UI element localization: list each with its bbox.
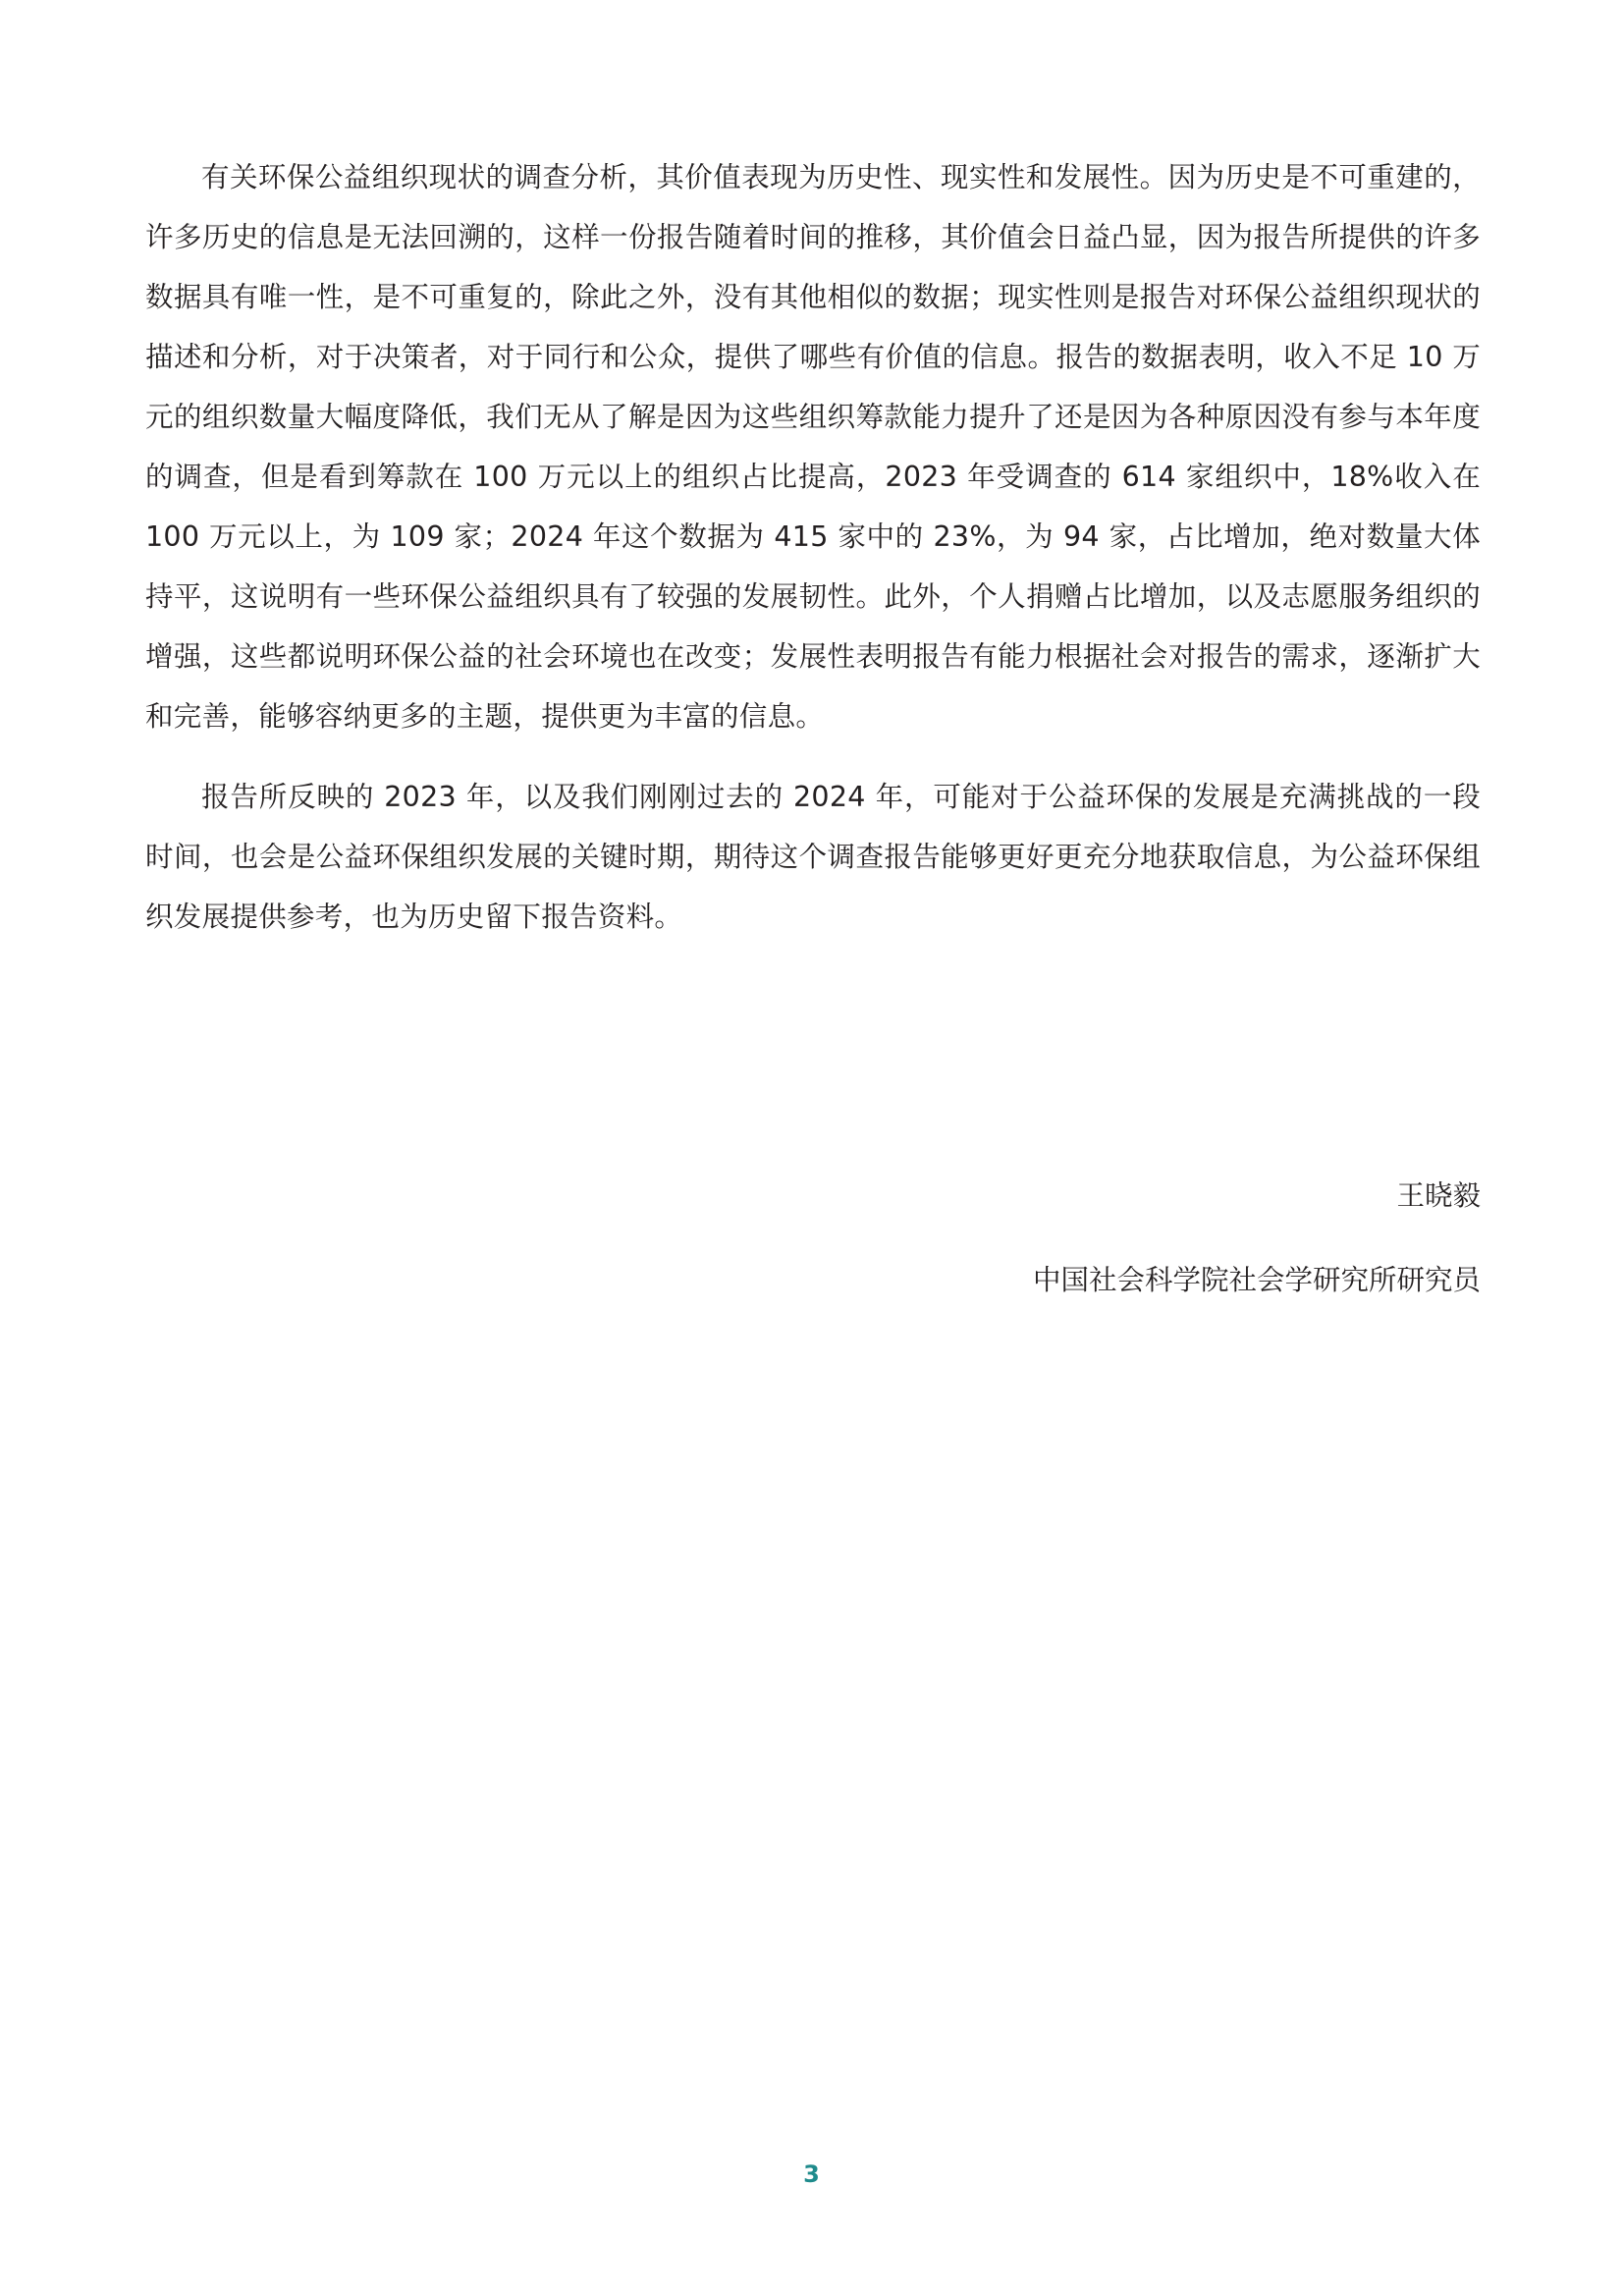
paragraph-1: 有关环保公益组织现状的调查分析，其价值表现为历史性、现实性和发展性。因为历史是不可重建的，许多历史的信息是无法回溯的，这样一份报告随着时间的推移，其价值会日益凸显，因为报告所提供的许多数据具有唯一性，是不可重复的，除此之外，没有其他相似的数据；现实性则是报告对环保公益组织现状的描述和分析，对于决策者，对于同行和公众，提供了哪些有价值的信息。报告的数据表明，收入不足 10 万元的组织数量大幅度降低，我们无从了解是因为这些组织筹款能力提升了还是因为各种原因没有参与本年度的调查，但是看到筹款在 100 万元以上的组织占比提高，2023 年受调查的 614 家组织中，18%收入在 100 万元以上，为 109 家；2024 年这个数据为 415 家中的 23%，为 94 家，占比增加，绝对数量大体持平，这说明有一些环保公益组织具有了较强的发展韧性。此外，个人捐赠占比增加，以及志愿服务组织的增强，这些都说明环保公益的社会环境也在改变；发展性表明报告有能力根据社会对报告的需求，逐渐扩大和完善，能够容纳更多的主题，提供更为丰富的信息。 (145, 161, 1481, 733)
author-name: 王晓毅 (1396, 1179, 1481, 1212)
paragraph-2: 报告所反映的 2023 年，以及我们刚刚过去的 2024 年，可能对于公益环保的发展是充满挑战的一段时间，也会是公益环保组织发展的关键时期，期待这个调查报告能够更好更充分地获取信息，为公益环保组织发展提供参考，也为历史留下报告资料。 (145, 781, 1481, 933)
body-text (145, 147, 1481, 947)
author-affiliation: 中国社会科学院社会学研究所研究员 (1032, 1264, 1481, 1296)
page-number: 3 (803, 2160, 820, 2188)
